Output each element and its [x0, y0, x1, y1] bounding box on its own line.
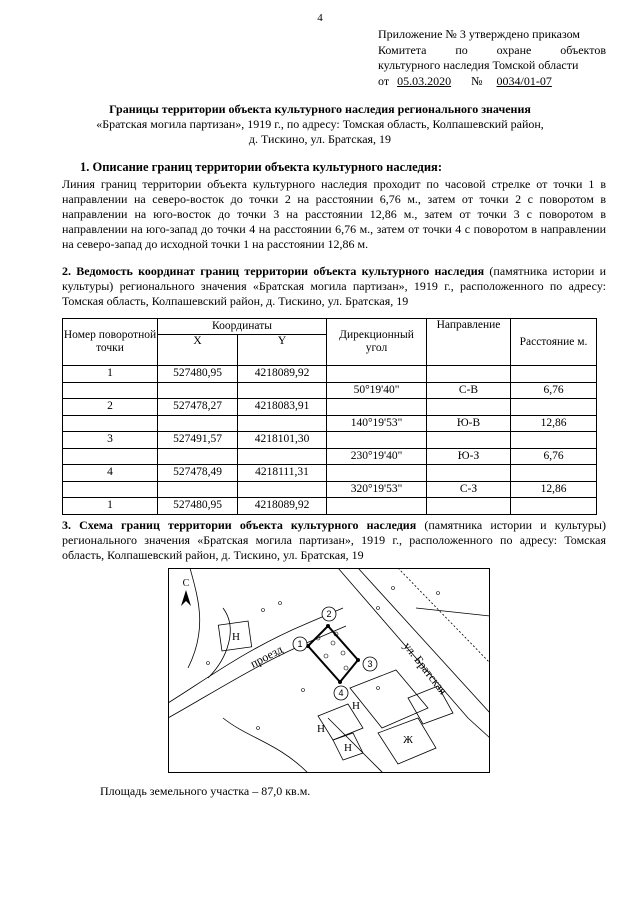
- table-row: 3 527491,57 4218101,30: [63, 432, 597, 449]
- header-x: X: [158, 335, 238, 366]
- header-point: Номер поворотной точки: [63, 319, 158, 366]
- approval-line-1: Приложение № 3 утверждено приказом: [378, 27, 581, 41]
- section-1-heading: 1. Описание границ территории объекта культурного наследия:: [80, 160, 442, 174]
- house-label: Н: [232, 631, 240, 643]
- street-label: ул. Братская: [400, 639, 451, 698]
- header-coordinates: Координаты: [158, 319, 327, 335]
- table-row: 4 527478,49 4218111,31: [63, 465, 597, 482]
- table-row: 140°19'53" Ю-В 12,86: [63, 415, 597, 432]
- table-row: 230°19'40" Ю-З 6,76: [63, 448, 597, 465]
- approval-date: 05.03.2020: [397, 73, 452, 88]
- boundary-point: [356, 658, 360, 662]
- boundary-point: [338, 680, 342, 684]
- table-row: 1 527480,95 4218089,92: [63, 366, 597, 383]
- header-angle: Дирекционный угол: [327, 319, 427, 366]
- boundary-point: [326, 624, 330, 628]
- header-y: Y: [238, 335, 327, 366]
- table-row: 1 527480,95 4218089,92: [63, 498, 597, 515]
- north-label: С: [182, 578, 190, 589]
- boundary-scheme-map: [168, 568, 490, 773]
- land-area-text: Площадь земельного участка – 87,0 кв.м.: [100, 784, 311, 798]
- approval-line-3: культурного наследия Томской области: [378, 58, 579, 72]
- header-direction: Направление: [427, 319, 511, 366]
- page-number: 4: [317, 12, 323, 24]
- section-1-text: Линия границ территории объекта культурного наследия проходит по часовой стрелке от точки 1 в направлении на северо-восток до точки 2 на расстоянии 6,76 м., затем от точки 2 с поворотом в направлении на юго-восток до точки 3 на расстоянии 12,86 м., затем от точки 3 с поворотом в направлении на юго-запад до точки 4 на расстоянии 6,76 м., затем от точки 4 с поворотом в направлении на северо-запад до исходной точки 1 на расстоянии 12,86 м.: [62, 177, 606, 251]
- point-label: 4: [338, 688, 344, 698]
- point-label: 3: [367, 659, 373, 669]
- table-row: 320°19'53" С-З 12,86: [63, 481, 597, 498]
- section-3-heading: 3. Схема границ территории объекта культурного наследия (памятника истории и культуры) регионального значения «Братская могила партизан», 1919 г., расположенного по адресу: Томская область, Колпашевский район, д. Тискино, ул. Братская, 19: [62, 518, 606, 562]
- house-label: Н: [352, 700, 360, 712]
- section-2-heading: 2. Ведомость координат границ территории объекта культурного наследия (памятника истории и культуры) регионального значения «Братская могила партизан», 1919 г., расположенного по адресу: Томская область, Колпашевский район, д. Тискино, ул. Братская, 19: [62, 264, 606, 308]
- approval-stamp: [378, 27, 606, 89]
- approval-line-4: от 05.03.2020 № 0034/01-07: [378, 73, 552, 88]
- house-label: Н: [344, 742, 352, 754]
- point-label: 2: [326, 609, 332, 619]
- point-label: 1: [297, 639, 303, 649]
- house-label: Н: [317, 723, 325, 735]
- road-label: проезд: [247, 642, 286, 671]
- document-title: Границы территории объекта культурного наследия регионального значения «Братская могила партизан», 1919 г., по адресу: Томская область, Колпашевский район, д. Тискино, ул. Братская, 19: [96, 102, 544, 146]
- approval-line-2: Комитета по охране объектов: [378, 42, 606, 57]
- table-row: 50°19'40" С-В 6,76: [63, 382, 597, 399]
- residential-label: Ж: [403, 734, 413, 746]
- table-row: 2 527478,27 4218083,91: [63, 399, 597, 416]
- header-distance: Расстояние м.: [511, 319, 597, 366]
- coordinates-table: [62, 318, 597, 515]
- approval-number: 0034/01-07: [496, 73, 552, 88]
